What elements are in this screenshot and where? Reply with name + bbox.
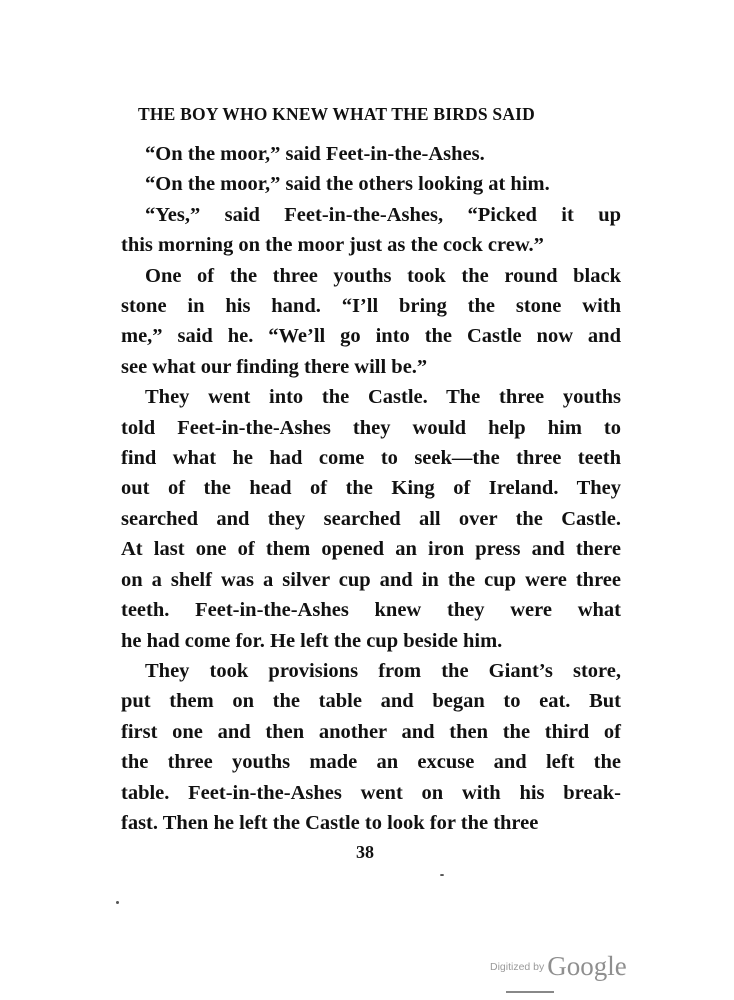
paragraph <box>121 200 621 261</box>
watermark-prefix: Digitized by <box>490 960 545 973</box>
paragraph <box>121 169 621 199</box>
ink-speck <box>116 901 119 904</box>
text-line: put them on the table and began to eat. But <box>121 690 621 713</box>
google-logo: Google <box>547 951 627 981</box>
text-line: At last one of them opened an iron press and there <box>121 538 621 561</box>
text-line: They went into the Castle. The three youths <box>145 386 621 409</box>
text-line: “On the moor,” said Feet-in-the-Ashes. <box>145 143 485 165</box>
text-line: on a shelf was a silver cup and in the cup were three <box>121 568 621 591</box>
text-line: table. Feet-in-the-Ashes went on with his break- <box>121 781 621 804</box>
scan-artifact-line <box>506 991 554 993</box>
text-line: stone in his hand. “I’ll bring the stone with <box>121 295 621 318</box>
paragraph <box>121 382 621 656</box>
body-text <box>121 139 621 838</box>
text-line: They took provisions from the Giant’s store, <box>145 659 621 682</box>
text-line: “On the moor,” said the others looking at him. <box>145 173 550 196</box>
text-line: out of the head of the King of Ireland. They <box>121 477 621 500</box>
text-line: see what our finding there will be.” <box>121 355 428 378</box>
text-line: “Yes,” said Feet-in-the-Ashes, “Picked it up <box>145 203 621 226</box>
text-line: find what he had come to seek—the three teeth <box>121 447 621 470</box>
paragraph <box>121 139 621 169</box>
ink-speck <box>440 874 444 876</box>
paragraph <box>121 261 621 383</box>
page-number: 38 <box>356 842 374 862</box>
text-line: told Feet-in-the-Ashes they would help him to <box>121 416 621 439</box>
text-line: first one and then another and then the third of <box>121 720 621 743</box>
text-line: the three youths made an excuse and left the <box>121 751 621 774</box>
text-line: searched and they searched all over the Castle. <box>121 507 621 530</box>
digitized-watermark <box>490 951 627 982</box>
text-line: fast. Then he left the Castle to look for the three <box>121 811 539 834</box>
text-line: he had come for. He left the cup beside him. <box>121 629 503 652</box>
text-line: teeth. Feet-in-the-Ashes knew they were what <box>121 599 621 622</box>
text-line: this morning on the moor just as the cock crew.” <box>121 234 544 257</box>
paragraph <box>121 656 621 838</box>
text-line: me,” said he. “We’ll go into the Castle now and <box>121 325 621 348</box>
running-title: THE BOY WHO KNEW WHAT THE BIRDS SAID <box>138 104 536 124</box>
text-line: One of the three youths took the round black <box>145 264 621 287</box>
